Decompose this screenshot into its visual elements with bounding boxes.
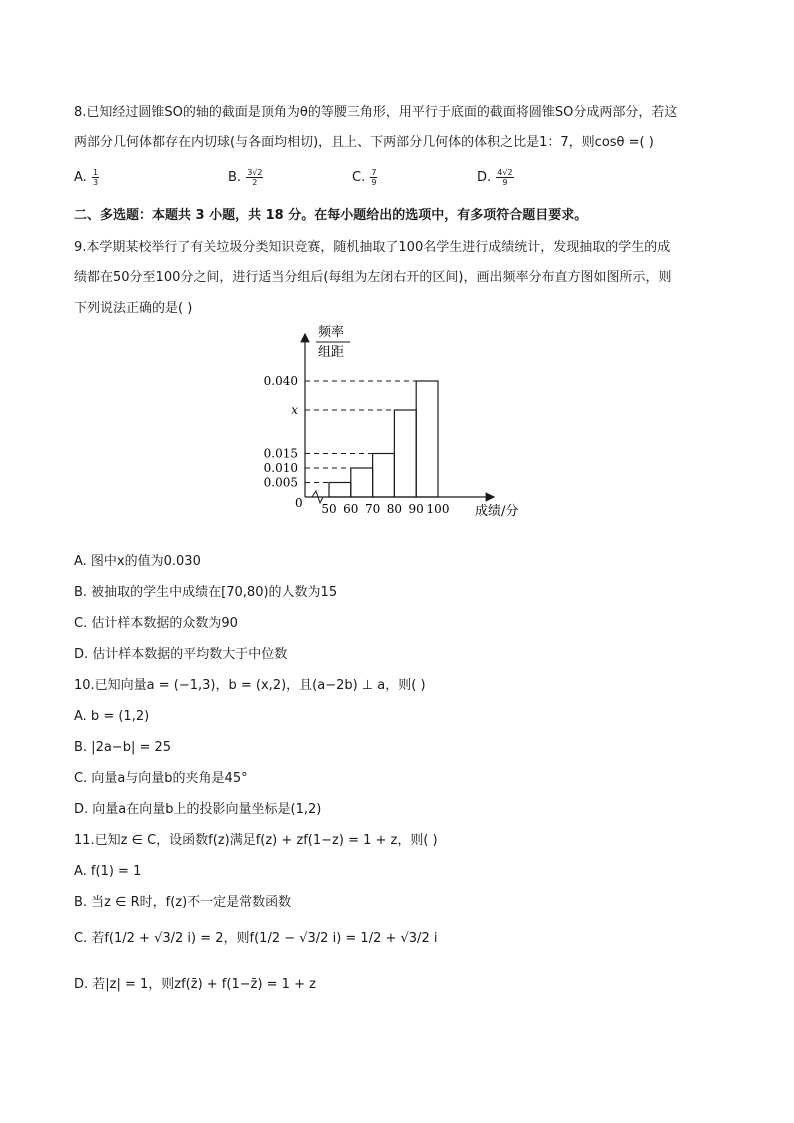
x-tick-label: 80 — [386, 502, 403, 516]
x-tick-label: 90 — [408, 502, 424, 516]
q11-option-a[interactable]: A. f(1) = 1 — [74, 864, 142, 879]
q10-stem: 10.已知向量a = (−1,3)，b = (x,2)，且(a−2b) ⊥ a，则( ) — [74, 678, 426, 693]
q9-option-d[interactable]: D. 估计样本数据的平均数大于中位数 — [74, 647, 288, 662]
q11-option-d[interactable]: D. 若|z| = 1，则zf(z̄) + f(1−z̄) = 1 + z — [74, 977, 316, 992]
axis-break-mark — [312, 491, 323, 503]
x-tick-label: 70 — [364, 502, 381, 516]
q9-line-1: 9.本学期某校举行了有关垃圾分类知识竞赛，随机抽取了100名学生进行成绩统计，发现抽取的学生的成 — [74, 240, 671, 255]
y-tick-label: 0.010 — [263, 461, 298, 475]
q8-line-2: 两部分几何体都存在内切球(与各面均相切)，且上、下两部分几何体的体积之比是1：7，则cosθ =( ) — [74, 135, 654, 150]
y-tick-label: 0.015 — [263, 446, 298, 461]
y-tick-label: x — [291, 403, 298, 417]
q10-option-b[interactable]: B. |2a−b| = 25 — [74, 740, 172, 755]
q8-option-b[interactable]: B. $\frac{3√2}{2}$ — [228, 168, 263, 187]
q8-option-d[interactable]: D. $\frac{4√2}{9}$ — [477, 168, 513, 187]
y-label-bottom: 组距 — [318, 345, 345, 360]
x-tick-label: 100 — [426, 502, 450, 516]
histogram-bar — [416, 381, 438, 497]
q11-stem: 11.已知z ∈ C，设函数f(z)满足f(z) + zf(1−z) = 1 + z，则( ) — [74, 833, 438, 848]
histogram-bar — [394, 410, 416, 497]
q9-option-b[interactable]: B. 被抽取的学生中成绩在[70,80)的人数为15 — [74, 585, 338, 600]
y-label-top: 频率 — [318, 325, 345, 340]
q9-option-a[interactable]: A. 图中x的值为0.030 — [74, 554, 201, 569]
q8-option-c[interactable]: C. $\frac{7}{9}$ — [352, 168, 377, 187]
section-2-header: 二、多选题：本题共 3 小题，共 18 分。在每小题给出的选项中，有多项符合题目要求。 — [74, 208, 588, 223]
q8-line-1: 8.已知经过圆锥SO的轴的截面是顶角为θ的等腰三角形，用平行于底面的截面将圆锥SO分成两部分，若这 — [74, 105, 678, 120]
q11-option-b[interactable]: B. 当z ∈ R时，f(z)不一定是常数函数 — [74, 895, 292, 910]
x-axis-label: 成绩/分 — [475, 504, 519, 519]
q9-option-c[interactable]: C. 估计样本数据的众数为90 — [74, 616, 238, 631]
fraction: $\frac{3√2}{2}$ — [247, 168, 263, 187]
fraction: $\frac{1}{3}$ — [92, 168, 99, 187]
q10-option-c[interactable]: C. 向量a与向量b的夹角是45° — [74, 771, 248, 786]
origin-label: 0 — [295, 496, 303, 510]
x-tick-label: 50 — [321, 502, 337, 516]
histogram-bar — [373, 454, 395, 498]
fraction: $\frac{4√2}{9}$ — [497, 168, 513, 187]
q10-option-d[interactable]: D. 向量a在向量b上的投影向量坐标是(1,2) — [74, 802, 322, 817]
x-tick-label: 60 — [343, 502, 359, 516]
y-tick-label: 0.005 — [263, 475, 298, 490]
histogram-bar — [329, 483, 351, 498]
q11-option-c[interactable]: C. 若f(1/2 + √3/2 i) = 2，则f(1/2 − √3/2 i) = 1/2 + √3/2 i — [74, 931, 438, 946]
y-tick-label: 0.040 — [263, 374, 298, 388]
q9-line-2: 绩都在50分至100分之间，进行适当分组后(每组为左闭右开的区间)，画出频率分布直方图如图所示，则 — [74, 270, 672, 285]
q9-line-3: 下列说法正确的是( ) — [74, 301, 193, 316]
q10-option-a[interactable]: A. b = (1,2) — [74, 709, 150, 724]
histogram-bar — [351, 468, 373, 497]
q8-option-a[interactable]: A. $\frac{1}{3}$ — [74, 168, 99, 187]
fraction: $\frac{7}{9}$ — [371, 168, 377, 187]
